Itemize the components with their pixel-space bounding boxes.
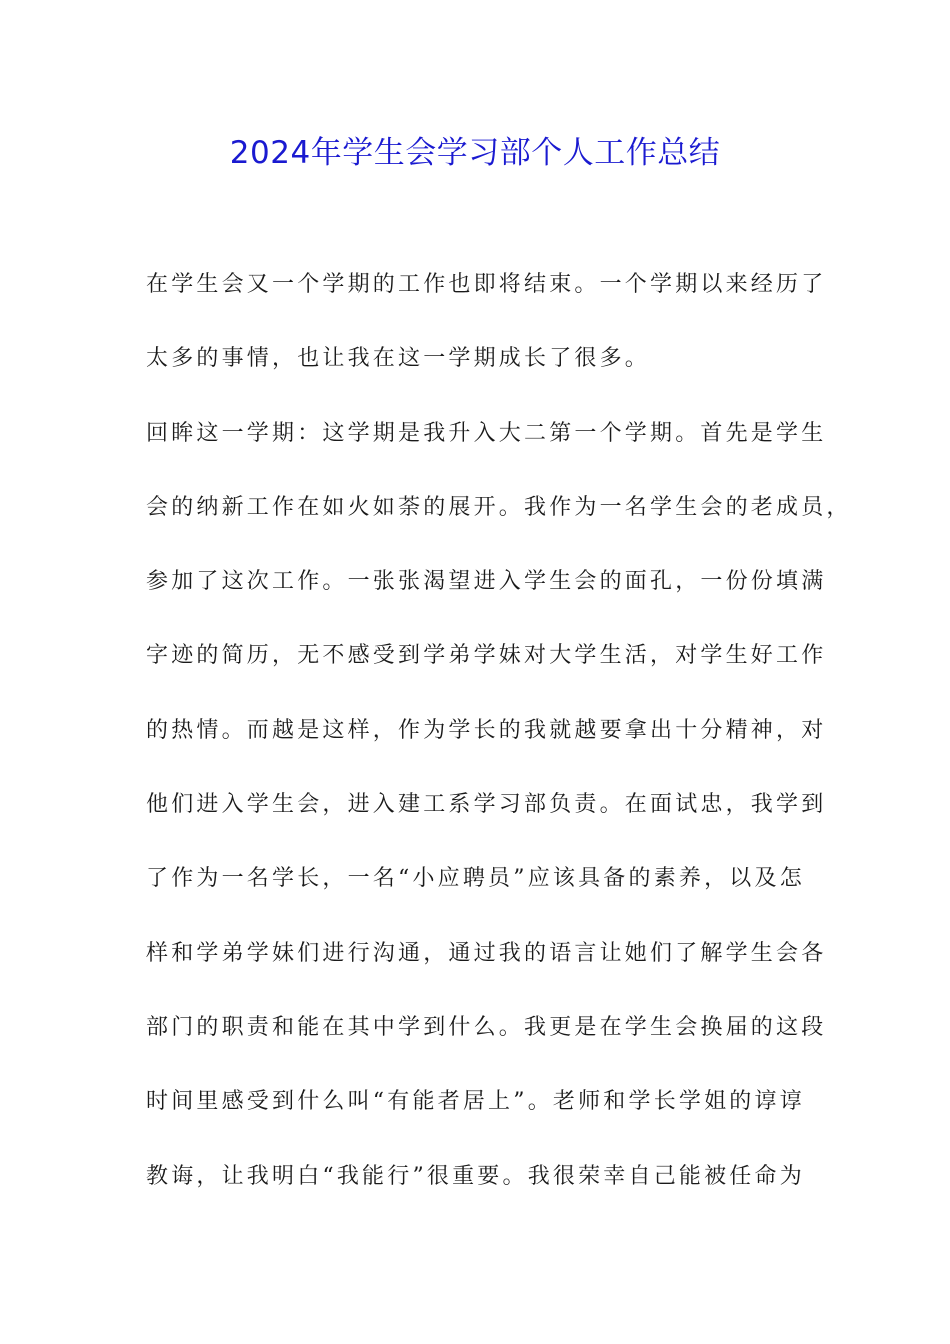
body-line: 教诲，让我明白“我能行”很重要。我很荣幸自己能被任命为 <box>146 1163 805 1189</box>
body-line: 回眸这一学期：这学期是我升入大二第一个学期。首先是学生 <box>146 420 827 446</box>
document-body <box>146 260 852 1226</box>
document-title: 2024年学生会学习部个人工作总结 <box>229 135 721 171</box>
body-line: 时间里感受到什么叫“有能者居上”。老师和学长学姐的谆谆 <box>146 1089 805 1115</box>
body-line: 了作为一名学长，一名“小应聘员”应该具备的素养，以及怎 <box>146 866 805 892</box>
body-line: 字迹的简历，无不感受到学弟学妹对大学生活，对学生好工作 <box>146 643 827 669</box>
body-line: 的热情。而越是这样，作为学长的我就越要拿出十分精神，对 <box>146 717 827 743</box>
body-line: 他们进入学生会，进入建工系学习部负责。在面试忠，我学到 <box>146 792 827 818</box>
body-line: 在学生会又一个学期的工作也即将结束。一个学期以来经历了 <box>146 272 827 297</box>
body-line: 太多的事情，也让我在这一学期成长了很多。 <box>146 346 651 372</box>
body-line: 会的纳新工作在如火如荼的展开。我作为一名学生会的老成员， <box>146 494 852 520</box>
body-line: 部门的职责和能在其中学到什么。我更是在学生会换届的这段 <box>146 1014 827 1040</box>
body-line: 样和学弟学妹们进行沟通，通过我的语言让她们了解学生会各 <box>146 940 827 966</box>
body-line: 参加了这次工作。一张张渴望进入学生会的面孔，一份份填满 <box>146 569 827 595</box>
